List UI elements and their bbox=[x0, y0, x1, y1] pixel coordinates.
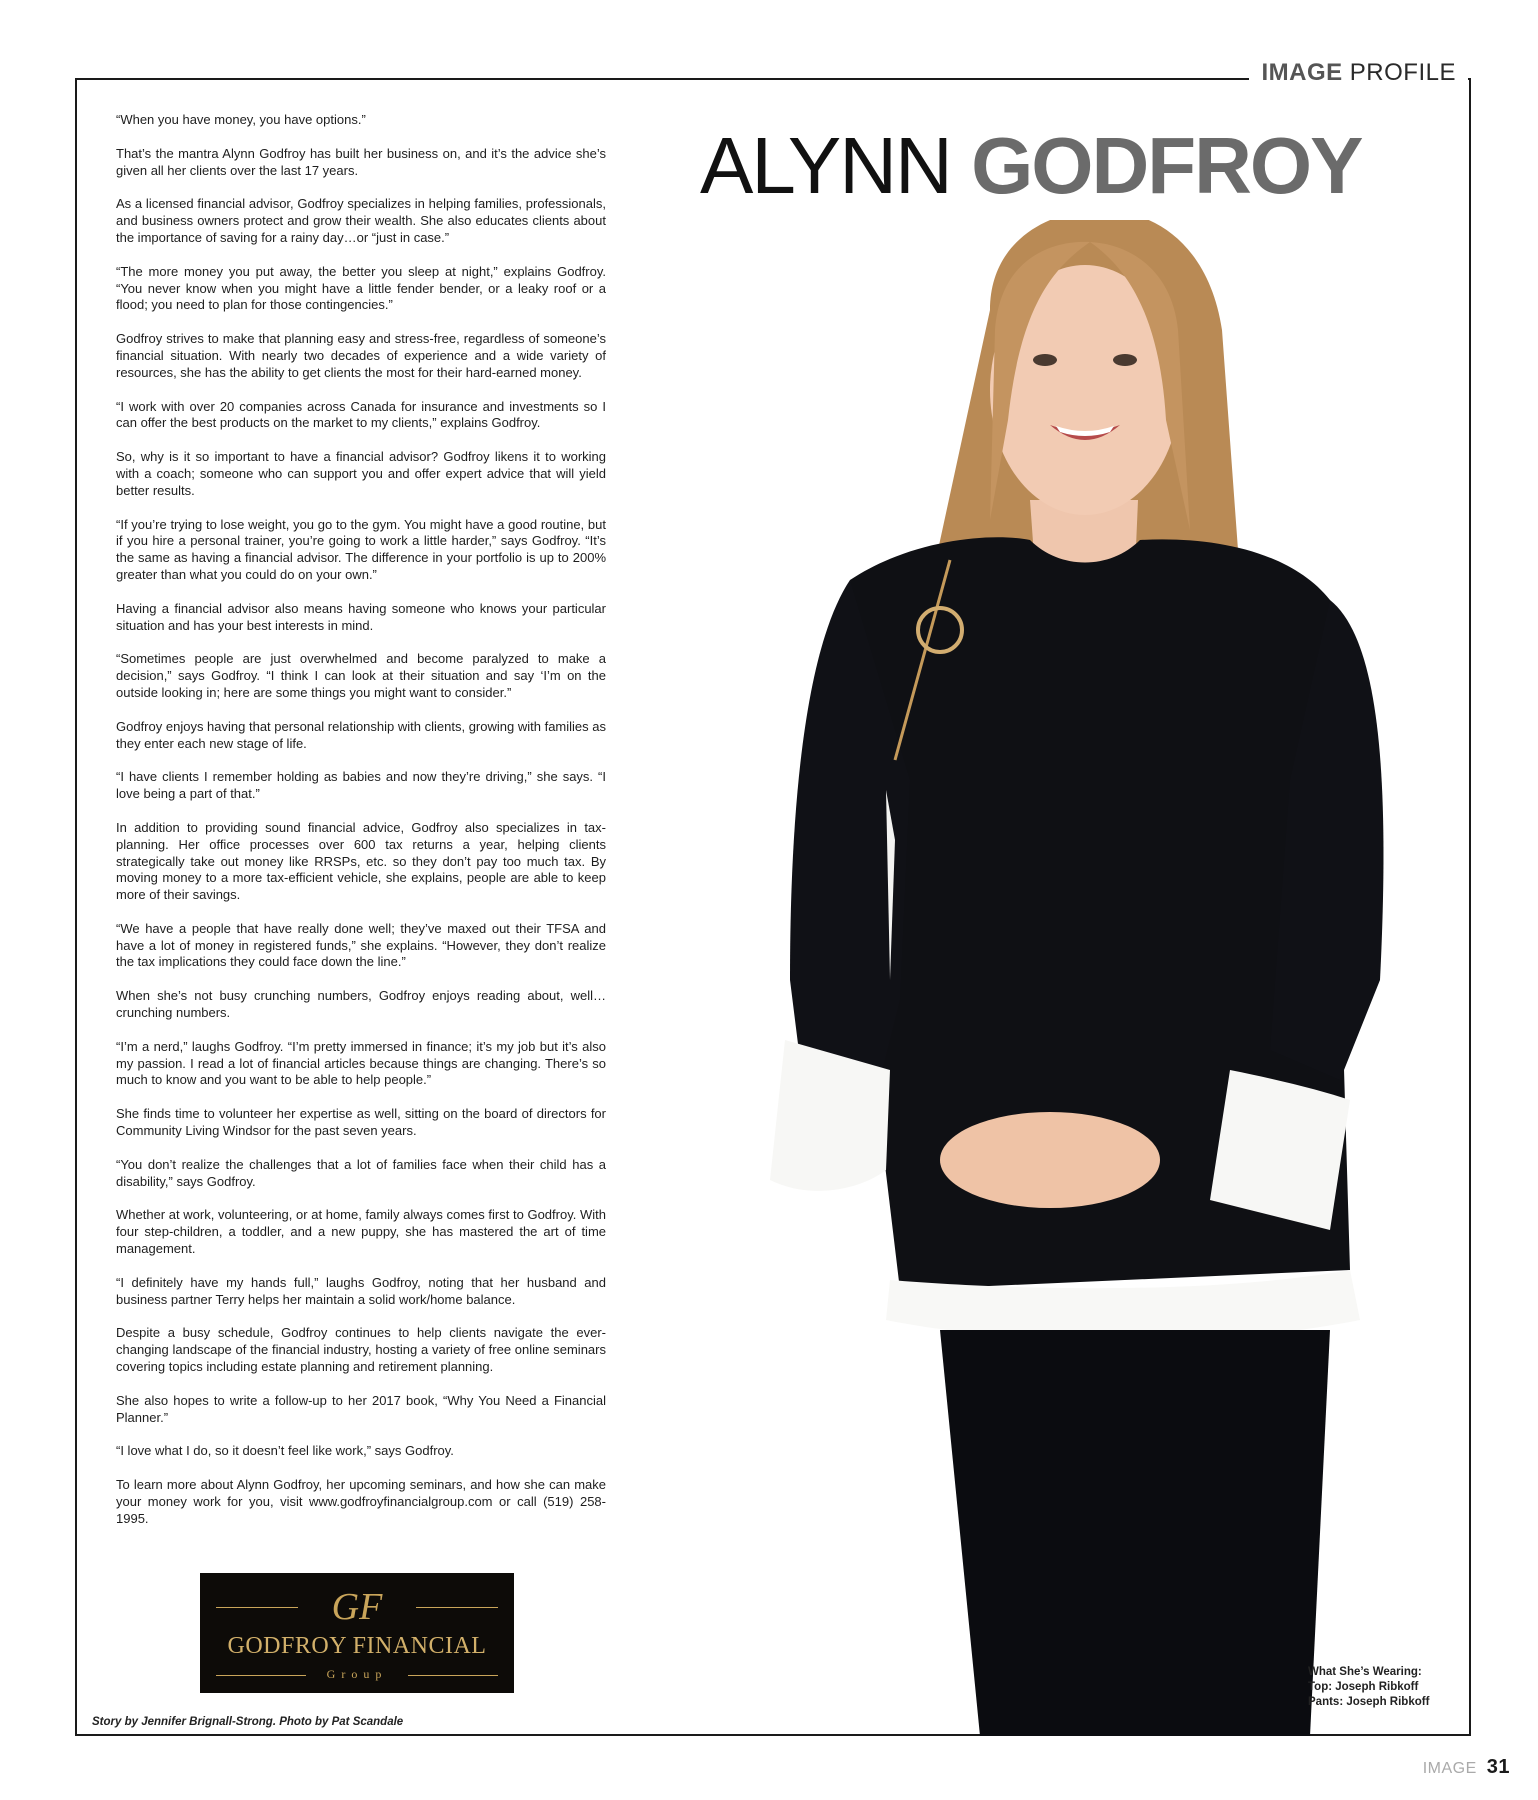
article-paragraph: As a licensed financial advisor, Godfroy specializes in helping families, professionals, and business owners protect and grow their wealth. She also educates clients about the importance of saving for a rainy day…or “just in case.” bbox=[116, 196, 606, 245]
wardrobe-credit bbox=[1308, 1665, 1429, 1710]
section-label-rest: PROFILE bbox=[1349, 59, 1456, 86]
page-folio bbox=[1423, 1756, 1510, 1779]
headline-last-name: GODFROY bbox=[971, 121, 1362, 210]
wardrobe-top: Top: Joseph Ribkoff bbox=[1308, 1681, 1419, 1693]
article-paragraph: “You don’t realize the challenges that a lot of families face when their child has a disability,” says Godfroy. bbox=[116, 1156, 606, 1189]
article-paragraph: “Sometimes people are just overwhelmed and become paralyzed to make a decision,” says Godfroy. “I think I can look at their situation and say ‘I’m on the outside looking in; here are some things you might want to consider.” bbox=[116, 651, 606, 700]
article-paragraph: Godfroy strives to make that planning easy and stress-free, regardless of someone’s financial situation. With nearly two decades of experience and a wide variety of resources, she has the ability to get clients the most for their hard-earned money. bbox=[116, 331, 606, 380]
article-paragraph: Having a financial advisor also means having someone who knows your particular situation and has your best interests in mind. bbox=[116, 600, 606, 633]
article-paragraph: “I’m a nerd,” laughs Godfroy. “I’m pretty immersed in finance; it’s my job but it’s also my passion. I read a lot of financial articles because things are changing. There’s so much to know and you want to be able to help people.” bbox=[116, 1038, 606, 1088]
story-credit: Story by Jennifer Brignall-Strong. Photo by Pat Scandale bbox=[92, 1716, 404, 1728]
page-number: 31 bbox=[1486, 1756, 1510, 1778]
article-paragraph: When she’s not busy crunching numbers, Godfroy enjoys reading about, well…crunching numbers. bbox=[116, 988, 606, 1021]
article-paragraph: She finds time to volunteer her expertise as well, sitting on the board of directors for Community Living Windsor for the past seven years. bbox=[116, 1106, 606, 1139]
logo-subtitle: Group bbox=[326, 1667, 388, 1681]
folio-label: IMAGE bbox=[1422, 1760, 1477, 1777]
godfroy-financial-logo bbox=[200, 1573, 514, 1693]
logo-rule-left bbox=[216, 1607, 298, 1608]
article-paragraph: So, why is it so important to have a financial advisor? Godfroy likens it to working with a coach; someone who can support you and offer expert advice that will yield better results. bbox=[116, 449, 606, 498]
article-body bbox=[116, 112, 606, 1545]
section-label bbox=[1249, 58, 1468, 88]
wardrobe-title: What She’s Wearing: bbox=[1308, 1666, 1422, 1678]
logo-name: GODFROY FINANCIAL bbox=[227, 1633, 487, 1659]
article-paragraph: To learn more about Alynn Godfroy, her upcoming seminars, and how she can make your money work for you, visit www.godfroyfinancialgroup.com or call (519) 258-1995. bbox=[116, 1477, 606, 1526]
article-paragraph: “The more money you put away, the better you sleep at night,” explains Godfroy. “You never know when you might have a little fender bender, or a leaky roof or a flood; you need to plan for those contingencies.” bbox=[116, 263, 606, 313]
article-paragraph: Despite a busy schedule, Godfroy continues to help clients navigate the ever-changing landscape of the financial industry, hosting a variety of free online seminars covering topics including estate planning and retirement planning. bbox=[116, 1325, 606, 1375]
article-paragraph: “When you have money, you have options.” bbox=[116, 112, 366, 127]
article-paragraph: “If you’re trying to lose weight, you go to the gym. You might have a good routine, but if you hire a personal trainer, you’re going to work a little harder,” says Godfroy. “It’s the same as having a financial advisor. The difference in your portfolio is up to 200% greater than what you could do on your own.” bbox=[116, 516, 606, 582]
article-paragraph: “I love what I do, so it doesn’t feel like work,” says Godfroy. bbox=[116, 1443, 454, 1459]
article-paragraph: That’s the mantra Alynn Godfroy has built her business on, and it’s the advice she’s given all her clients over the last 17 years. bbox=[116, 145, 606, 178]
article-paragraph: Whether at work, volunteering, or at home, family always comes first to Godfroy. With four step-children, a toddler, and a new puppy, she has mastered the art of time management. bbox=[116, 1207, 606, 1257]
article-paragraph: “I work with over 20 companies across Canada for insurance and investments so I can offer the best products on the market to my clients,” explains Godfroy. bbox=[116, 398, 606, 431]
article-paragraph: “I have clients I remember holding as babies and now they’re driving,” she says. “I love being a part of that.” bbox=[116, 769, 606, 802]
portrait-photo bbox=[690, 220, 1430, 1736]
article-paragraph: She also hopes to write a follow-up to her 2017 book, “Why You Need a Financial Planner.” bbox=[116, 1392, 606, 1425]
article-paragraph: Godfroy enjoys having that personal relationship with clients, growing with families as they enter each new stage of life. bbox=[116, 718, 606, 751]
headline-first-name: ALYNN bbox=[700, 121, 951, 210]
logo-monogram: GF bbox=[331, 1586, 383, 1628]
headline bbox=[700, 118, 1420, 214]
section-label-strong: IMAGE bbox=[1261, 59, 1343, 86]
article-paragraph: “I definitely have my hands full,” laughs Godfroy, noting that her husband and business partner Terry helps her maintain a solid work/home balance. bbox=[116, 1274, 606, 1307]
article-paragraph: “We have a people that have really done well; they’ve maxed out their TFSA and have a lot of money in registered funds,” she explains. “However, they don’t realize the tax implications they could face down the line.” bbox=[116, 920, 606, 970]
logo-rule-right bbox=[416, 1607, 498, 1608]
wardrobe-pants: Pants: Joseph Ribkoff bbox=[1308, 1696, 1430, 1708]
article-paragraph: In addition to providing sound financial advice, Godfroy also specializes in tax-planning. Her office processes over 600 tax returns a year, helping clients strategically take out money like RRSPs, etc. so they don’t pay too much tax. By moving money to a more tax-efficient vehicle, she explains, people are able to keep more of their savings. bbox=[116, 819, 606, 903]
